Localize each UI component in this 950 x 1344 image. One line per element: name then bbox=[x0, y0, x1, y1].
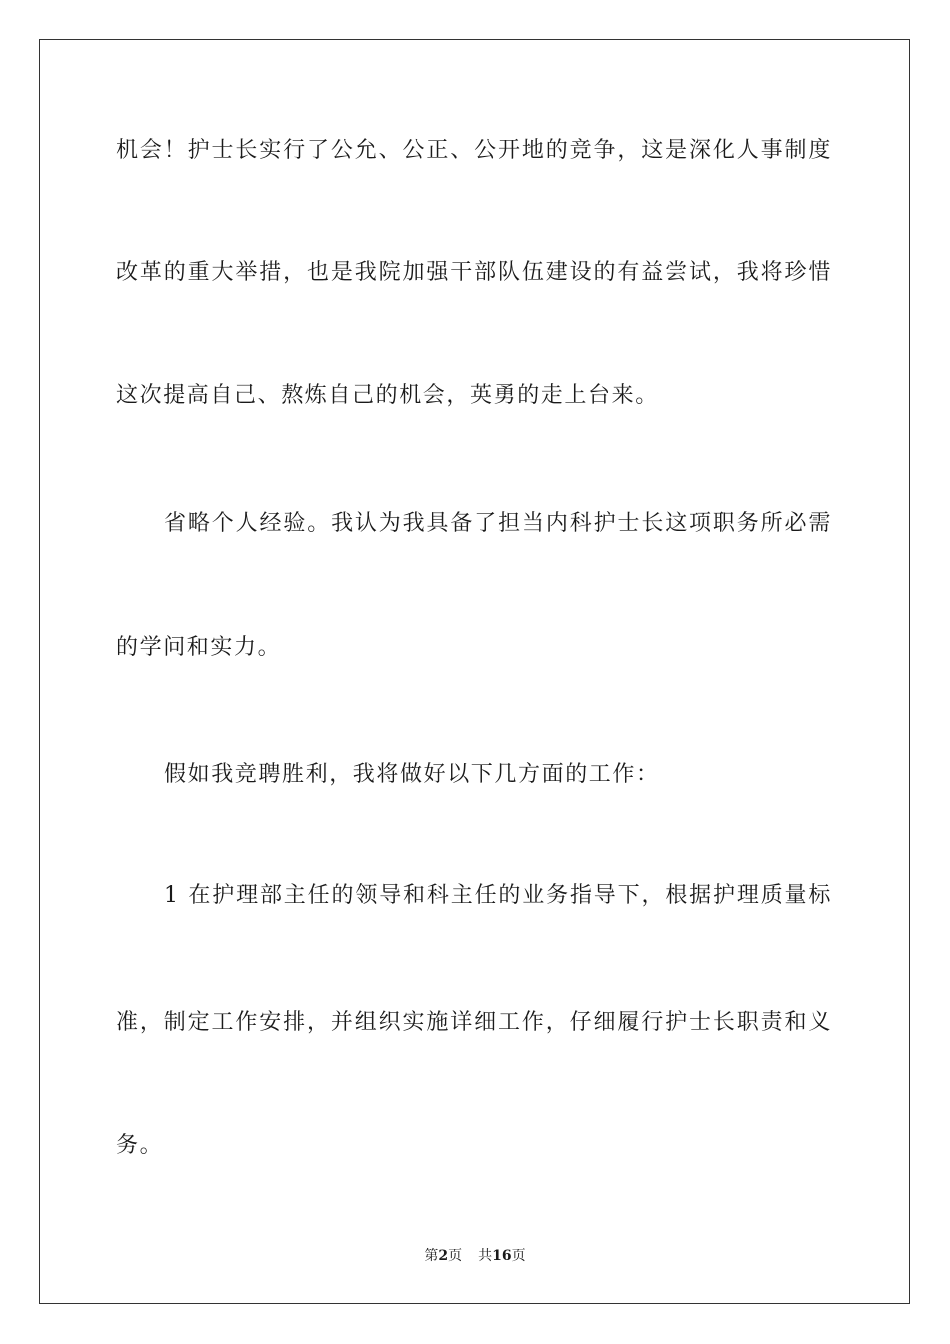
total-pages: 16 bbox=[492, 1248, 512, 1264]
paragraph-line: 准，制定工作安排，并组织实施详细工作，仔细履行护士长职责和义 bbox=[116, 1010, 832, 1035]
total-pages-suffix: 页 bbox=[511, 1248, 526, 1264]
page-footer bbox=[0, 1246, 950, 1266]
page-number-prefix: 第 bbox=[424, 1248, 439, 1264]
paragraph-line: 的学问和实力。 bbox=[116, 635, 282, 660]
page-number: 2 bbox=[438, 1248, 449, 1264]
paragraph-line: 1 在护理部主任的领导和科主任的业务指导下，根据护理质量标 bbox=[164, 883, 832, 908]
paragraph-line: 这次提高自己、熬炼自己的机会，英勇的走上台来。 bbox=[116, 383, 659, 408]
paragraph-line: 务。 bbox=[116, 1133, 164, 1158]
page-border bbox=[39, 39, 910, 1304]
total-pages-prefix: 共 bbox=[478, 1248, 493, 1264]
page-number-suffix: 页 bbox=[448, 1248, 463, 1264]
paragraph-line: 改革的重大举措，也是我院加强干部队伍建设的有益尝试，我将珍惜 bbox=[116, 260, 832, 285]
paragraph-line: 假如我竞聘胜利，我将做好以下几方面的工作： bbox=[164, 762, 660, 787]
paragraph-line: 机会！护士长实行了公允、公正、公开地的竞争，这是深化人事制度 bbox=[116, 138, 832, 163]
paragraph-line: 省略个人经验。我认为我具备了担当内科护士长这项职务所必需 bbox=[164, 511, 832, 536]
